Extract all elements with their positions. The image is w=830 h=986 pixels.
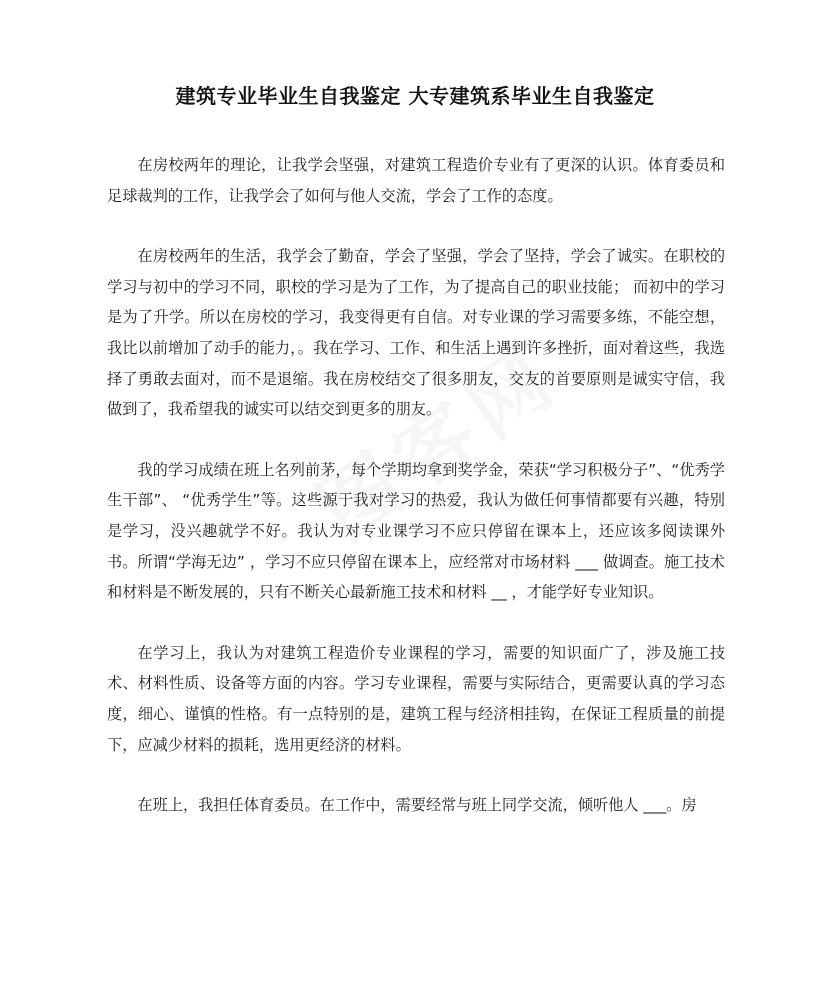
paragraph-5: 在班上，我担任体育委员。在工作中，需要经常与班上同学交流，倾听他人 ___。房 bbox=[137, 796, 697, 815]
document-body bbox=[107, 150, 725, 821]
paragraph-3: 我的学习成绩在班上名列前茅，每个学期均拿到奖学金，荣获“学习积极分子”、“优秀学生干部”、 “优秀学生”等。这些源于我对学习的热爱，我认为做任何事情都要有兴趣，特别是学习，没兴趣就学不好。我认为对专业课学习不应只停留在课本上，还应该多阅读课外书。所谓“学海无边” ，学习不应只停留在课本上，应经常对市场材料 ___ 做调查。施工技术和材料是不断发展的，只有不断关心最新施工技术和材料 __ ，才能学好专业知识。 bbox=[107, 460, 725, 602]
paragraph-4: 在学习上，我认为对建筑工程造价专业课程的学习，需要的知识面广了，涉及施工技术、材料性质、设备等方面的内容。学习专业课程，需要与实际结合，更需要认真的学习态度，细心、谨慎的性格。有一点特别的是，建筑工程与经济相挂钩，在保证工程质量的前提下，应减少材料的损耗，选用更经济的材料。 bbox=[107, 643, 725, 754]
paragraph-1: 在房校两年的理论，让我学会坚强，对建筑工程造价专业有了更深的认识。体育委员和足球裁判的工作，让我学会了如何与他人交流，学会了工作的态度。 bbox=[107, 156, 725, 205]
document-title: 建筑专业毕业生自我鉴定 大专建筑系毕业生自我鉴定 bbox=[175, 84, 655, 108]
paragraph-2: 在房校两年的生活，我学会了勤奋，学会了坚强，学会了坚持，学会了诚实。在职校的学习与初中的学习不同，职校的学习是为了工作，为了提高自己的职业技能； 而初中的学习是为了升学。所以在房校的学习，我变得更有自信。对专业课的学习需要多练，不能空想，我比以前增加了动手的能力，。我在学习、工作、和生活上遇到许多挫折，面对着这些，我选择了勇敢去面对，而不是退缩。我在房校结交了很多朋友，交友的首要原则是诚实守信，我做到了，我希望我的诚实可以结交到更多的朋友。 bbox=[107, 247, 725, 419]
